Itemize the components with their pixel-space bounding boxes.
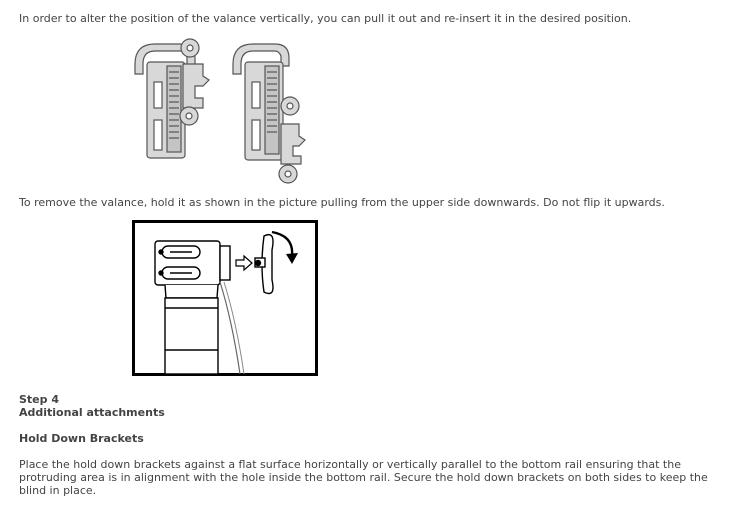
valance-clip-right (233, 44, 305, 183)
instruction-paragraph-remove-valance: To remove the valance, hold it as shown in the picture pulling from the upper side downwards. Do not flip it upwards. (19, 196, 665, 209)
step-number: Step 4 (19, 393, 59, 406)
headrail-bracket (155, 241, 230, 285)
step-title: Additional attachments (19, 406, 165, 419)
instruction-paragraph-vertical-position: In order to alter the position of the valance vertically, you can pull it out and re-insert it in the desired position. (19, 12, 632, 25)
step-heading (19, 393, 165, 419)
subheading-hold-down-brackets: Hold Down Brackets (19, 432, 144, 445)
instruction-paragraph-hold-down-brackets: Place the hold down brackets against a flat surface horizontally or vertically parallel to the bottom rail ensuring that the protruding area is in alignment with the hole inside the bottom rail. Secure the hold down brackets on both sides to keep the blind in place. (19, 458, 708, 497)
valance-removal-diagram (132, 220, 318, 376)
valance-clip-left (135, 39, 209, 158)
valance-clip-illustration (125, 36, 310, 188)
blind-body (165, 285, 218, 374)
